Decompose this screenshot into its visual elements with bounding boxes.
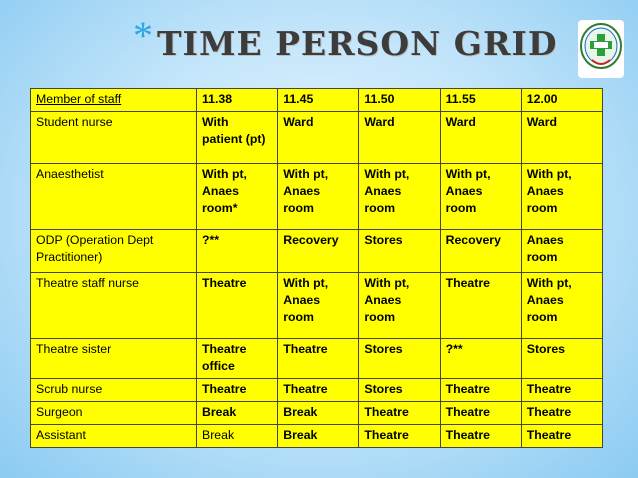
table-row bbox=[31, 230, 603, 273]
institute-logo bbox=[578, 20, 624, 78]
table-cell: Ward bbox=[278, 112, 359, 164]
table-row bbox=[31, 339, 603, 379]
table-cell: Anaes room bbox=[521, 230, 602, 273]
table-cell: Theatre bbox=[359, 425, 440, 448]
role-cell: Theatre staff nurse bbox=[31, 273, 197, 339]
table-cell: Stores bbox=[521, 339, 602, 379]
table-cell: Theatre bbox=[521, 379, 602, 402]
table-cell: Ward bbox=[359, 112, 440, 164]
header-time: 11.55 bbox=[440, 89, 521, 112]
table-cell: Theatre bbox=[521, 425, 602, 448]
table-cell: Stores bbox=[359, 339, 440, 379]
table-cell: Break bbox=[197, 402, 278, 425]
table-cell: With pt, Anaes room bbox=[359, 164, 440, 230]
table-cell: Stores bbox=[359, 230, 440, 273]
table-cell: Theatre bbox=[521, 402, 602, 425]
table-cell: Stores bbox=[359, 379, 440, 402]
table-cell: Theatre bbox=[440, 425, 521, 448]
table-row bbox=[31, 425, 603, 448]
table-cell: With pt, Anaes room* bbox=[197, 164, 278, 230]
table-cell: ?** bbox=[440, 339, 521, 379]
table-cell: Theatre bbox=[440, 273, 521, 339]
table-cell: With pt, Anaes room bbox=[278, 164, 359, 230]
header-member: Member of staff bbox=[31, 89, 197, 112]
table-cell: Ward bbox=[521, 112, 602, 164]
table-row bbox=[31, 273, 603, 339]
role-cell: Anaesthetist bbox=[31, 164, 197, 230]
table-row bbox=[31, 379, 603, 402]
role-cell: ODP (Operation Dept Practitioner) bbox=[31, 230, 197, 273]
header-time: 11.45 bbox=[278, 89, 359, 112]
header-time: 11.38 bbox=[197, 89, 278, 112]
role-cell: Surgeon bbox=[31, 402, 197, 425]
table-cell: Theatre bbox=[197, 273, 278, 339]
table-row bbox=[31, 112, 603, 164]
time-person-grid bbox=[30, 88, 603, 448]
table-cell: Theatre bbox=[440, 379, 521, 402]
table-cell: With pt, Anaes room bbox=[278, 273, 359, 339]
role-cell: Student nurse bbox=[31, 112, 197, 164]
table-cell: Break bbox=[278, 425, 359, 448]
header-row bbox=[31, 89, 603, 112]
table-cell: With pt, Anaes room bbox=[521, 273, 602, 339]
table-cell: Recovery bbox=[278, 230, 359, 273]
table-cell: Theatre bbox=[197, 379, 278, 402]
table-cell: Theatre office bbox=[197, 339, 278, 379]
table-row bbox=[31, 402, 603, 425]
table-cell: With patient (pt) bbox=[197, 112, 278, 164]
table-cell: Break bbox=[278, 402, 359, 425]
table-cell: With pt, Anaes room bbox=[440, 164, 521, 230]
title-area bbox=[0, 13, 638, 78]
table-cell: Theatre bbox=[440, 402, 521, 425]
table-cell: Theatre bbox=[278, 339, 359, 379]
header-time: 11.50 bbox=[359, 89, 440, 112]
table-cell: With pt, Anaes room bbox=[521, 164, 602, 230]
header-time: 12.00 bbox=[521, 89, 602, 112]
table-cell: Theatre bbox=[359, 402, 440, 425]
table-cell: Break bbox=[197, 425, 278, 448]
unknown-location-cell: ?** bbox=[197, 230, 278, 273]
table-cell: With pt, Anaes room bbox=[359, 273, 440, 339]
table-cell: Recovery bbox=[440, 230, 521, 273]
table-cell: Theatre bbox=[278, 379, 359, 402]
title-bullet: * bbox=[133, 13, 153, 58]
table-cell: Ward bbox=[440, 112, 521, 164]
role-cell: Scrub nurse bbox=[31, 379, 197, 402]
slide-title: TIME PERSON GRID bbox=[157, 24, 558, 63]
role-cell: Theatre sister bbox=[31, 339, 197, 379]
table-row bbox=[31, 164, 603, 230]
role-cell: Assistant bbox=[31, 425, 197, 448]
